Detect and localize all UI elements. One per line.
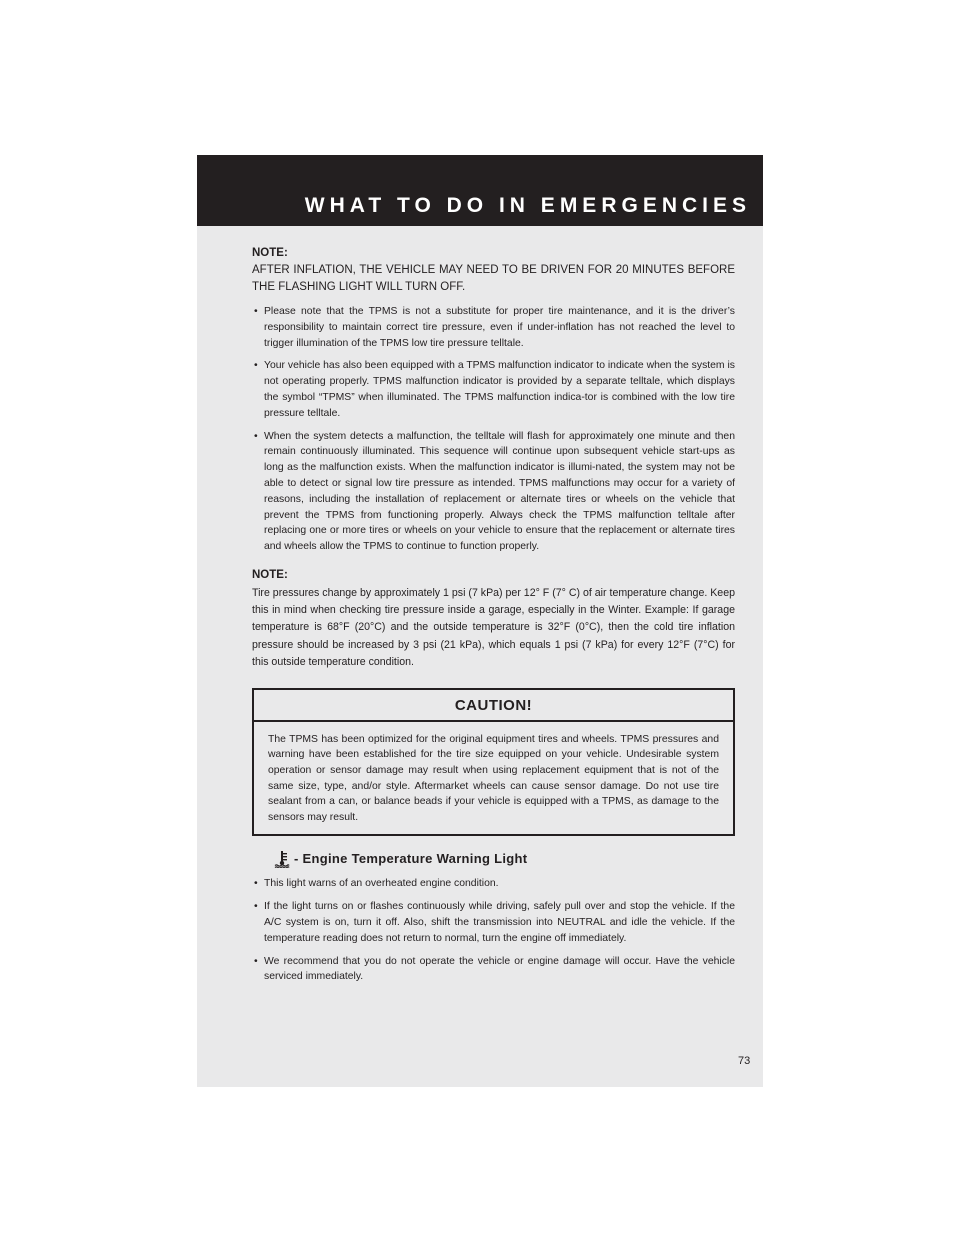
caution-divider xyxy=(254,720,733,722)
section-title: WHAT TO DO IN EMERGENCIES xyxy=(304,194,751,217)
list-item: • We recommend that you do not operate the vehicle or engine damage will occur. Have the vehicle serviced immediately. xyxy=(252,954,735,986)
manual-page xyxy=(197,155,763,1087)
list-item: • This light warns of an overheated engine condition. xyxy=(252,876,735,892)
list-item: • Your vehicle has also been equipped with a TPMS malfunction indicator to indicate when the system is not operating properly. TPMS malfunction indicator is provided by a separate telltale, which displays the symbol “TPMS” when illuminated. The TPMS malfunction indica-tor is combined with the low tire pressure telltale. xyxy=(252,358,735,421)
list-item: • When the system detects a malfunction, the telltale will flash for approximately one minute and then remain continuously illuminated. This sequence will continue upon subsequent vehicle start-ups as long as the malfunction exists. When the malfunction indicator is illumi-nated, the system may not be able to detect or signal low tire pressure as intended. TPMS malfunctions may occur for a variety of reasons, including the installation of replacement or alternate tires or wheels on the vehicle that prevent the TPMS from functioning properly. Always check the TPMS malfunction telltale after replacing one or more tires or wheels on your vehicle to ensure that the replacement or alternate tires and wheels allow the TPMS to continue to function properly. xyxy=(252,429,735,555)
note-label: NOTE: xyxy=(252,247,288,259)
section-heading-text: - Engine Temperature Warning Light xyxy=(294,851,528,867)
note-text: AFTER INFLATION, THE VEHICLE MAY NEED TO BE DRIVEN FOR 20 MINUTES BEFORE THE FLASHING LIGHT WILL TURN OFF. xyxy=(252,264,735,293)
tpms-bullet-list xyxy=(252,304,735,555)
engine-temperature-icon xyxy=(274,850,290,868)
engine-temp-heading xyxy=(274,850,735,868)
engine-temp-bullet-list xyxy=(252,876,735,985)
note-label: NOTE: xyxy=(252,568,288,581)
section-banner xyxy=(197,155,763,226)
list-item: • Please note that the TPMS is not a substitute for proper tire maintenance, and it is the driver’s responsibility to maintain correct tire pressure, even if under-inflation has not reached the level to trigger illumination of the TPMS low tire pressure telltale. xyxy=(252,304,735,351)
caution-text: The TPMS has been optimized for the original equipment tires and wheels. TPMS pressures and warning have been established for the tire size equipped on your vehicle. Undesirable system operation or sensor damage may result when using replacement equipment that is not of the same size, type, and/or style. Aftermarket wheels can cause sensor damage. Do not use tire sealant from a can, or balance beads if your vehicle is equipped with a TPMS, as damage to the sensors may result. xyxy=(268,733,719,823)
caution-title: CAUTION! xyxy=(454,696,533,714)
page-content xyxy=(252,245,735,992)
note-text: Tire pressures change by approximately 1 psi (7 kPa) per 12° F (7° C) of air temperature change. Keep this in mind when checking tire pressure inside a garage, especially in the Winter. Example: If garage temperature is 68°F (20°C) and the outside temperature is 32°F (0°C), then the cold tire inflation pressure should be increased by 3 psi (21 kPa), which equals 1 psi (7 kPa) for every 12°F (7°C) for this outside temperature condition. xyxy=(252,586,735,668)
caution-box xyxy=(252,688,735,836)
page-number: 73 xyxy=(738,1055,751,1067)
list-item: • If the light turns on or flashes continuously while driving, safely pull over and stop the vehicle. If the A/C system is on, turn it off. Also, shift the transmission into NEUTRAL and idle the vehicle. If the temperature reading does not return to normal, turn the engine off immediately. xyxy=(252,899,735,946)
